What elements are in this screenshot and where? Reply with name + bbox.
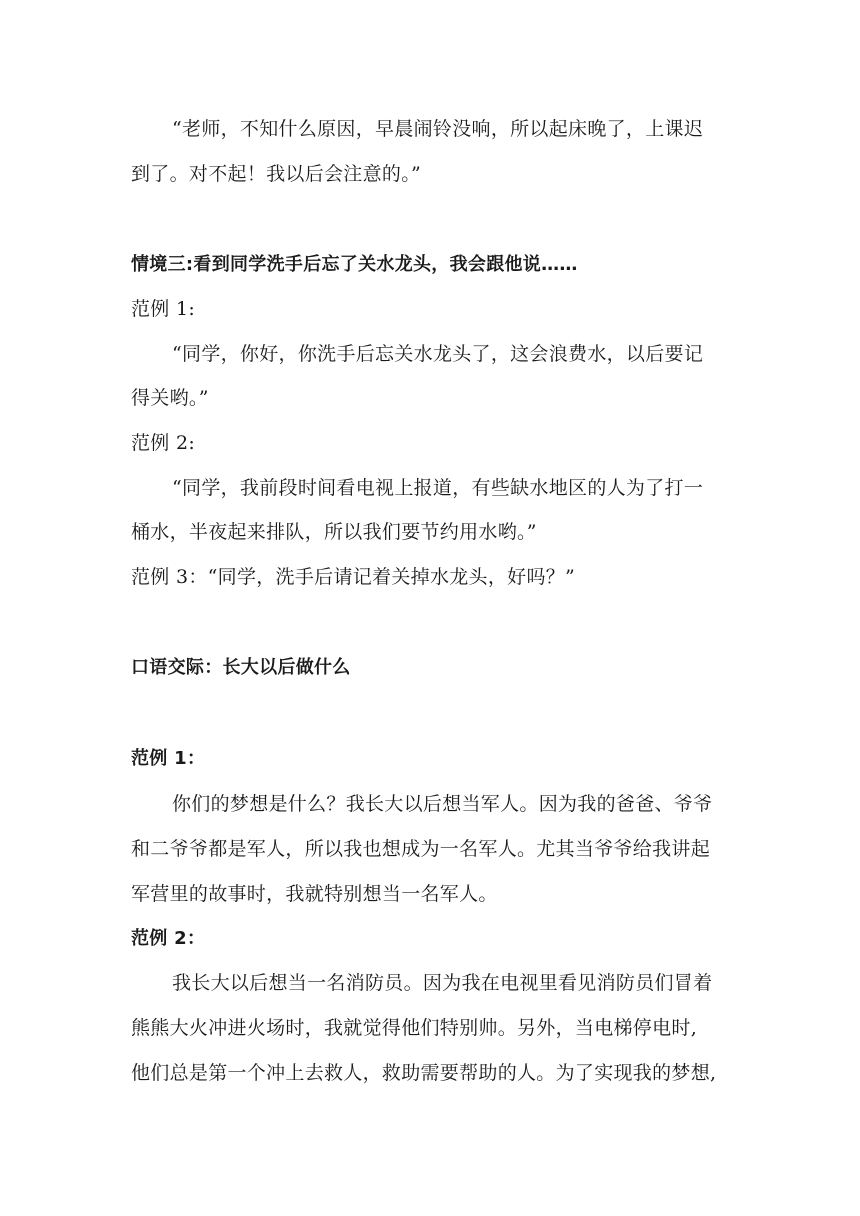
paragraph-line: 军营里的故事时，我就特别想当一名军人。: [131, 883, 498, 905]
example-label: 范例 1:: [131, 298, 196, 320]
quote-line: “老师，不知什么原因，早晨闹铃没响，所以起床晚了，上课迟: [172, 118, 704, 140]
example-label: 范例 2：: [131, 928, 206, 949]
example-text: “同学，我前段时间看电视上报道，有些缺水地区的人为了打一: [172, 477, 704, 499]
example-text: 得关哟。”: [131, 387, 209, 409]
example-label: 范例 2:: [131, 432, 196, 454]
section-title: 口语交际：长大以后做什么: [131, 657, 351, 678]
example-text: 桶水，半夜起来排队，所以我们要节约用水哟。”: [131, 521, 537, 543]
paragraph-line: 他们总是第一个冲上去救人，救助需要帮助的人。为了实现我的梦想,: [131, 1062, 717, 1084]
paragraph-line: 我长大以后想当一名消防员。因为我在电视里看见消防员们冒着: [172, 972, 713, 994]
example-text: 范例 3：“同学，洗手后请记着关掉水龙头，好吗？”: [131, 566, 576, 588]
paragraph-line: 熊熊大火冲进火场时，我就觉得他们特别帅。另外，当电梯停电时,: [131, 1017, 698, 1039]
paragraph-line: 你们的梦想是什么？我长大以后想当军人。因为我的爸爸、爷爷: [172, 793, 713, 815]
example-label: 范例 1：: [131, 748, 206, 769]
example-text: “同学，你好，你洗手后忘关水龙头了，这会浪费水，以后要记: [172, 343, 704, 365]
quote-line: 到了。对不起！我以后会注意的。”: [131, 163, 422, 185]
scenario-heading: 情境三:看到同学洗手后忘了关水龙头，我会跟他说……: [131, 254, 578, 275]
paragraph-line: 和二爷爷都是军人，所以我也想成为一名军人。尤其当爷爷给我讲起: [131, 838, 711, 860]
